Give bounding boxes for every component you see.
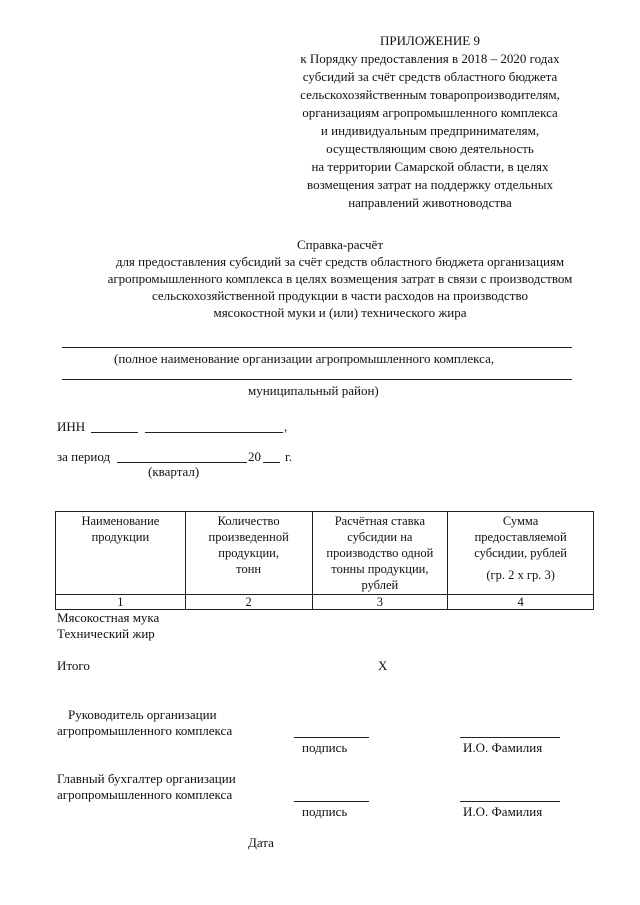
accountant-title-line2: агропромышленного комплекса xyxy=(57,787,233,802)
head-signature-line[interactable] xyxy=(294,737,369,738)
date-label: Дата xyxy=(248,835,274,850)
column-number: 3 xyxy=(312,595,448,610)
document-title-block xyxy=(40,236,640,321)
period-year-prefix: 20 xyxy=(248,449,261,464)
appendix-line: субсидий за счёт средств областного бюджета xyxy=(302,69,558,84)
table-header-row xyxy=(56,512,594,595)
head-title-line2: агропромышленного комплекса xyxy=(57,723,233,738)
inn-comma: , xyxy=(284,419,288,434)
period-quarter-field[interactable] xyxy=(117,462,247,463)
accountant-title-line1: Главный бухгалтер организации xyxy=(57,771,236,786)
period-year-suffix: г. xyxy=(285,449,293,464)
row-meat-bone-meal: Мясокостная мука xyxy=(57,610,160,625)
header-product-name: Наименование продукции xyxy=(56,512,186,595)
appendix-line: возмещения затрат на поддержку отдельных xyxy=(307,177,553,192)
appendix-heading: ПРИЛОЖЕНИЕ 9 xyxy=(380,33,480,48)
column-number: 4 xyxy=(448,595,594,610)
head-name-hint: И.О. Фамилия xyxy=(463,740,543,755)
head-signature-hint: подпись xyxy=(302,740,348,755)
appendix-line: на территории Самарской области, в целях xyxy=(311,159,549,174)
appendix-line: осуществляющим свою деятельность xyxy=(326,141,534,156)
period-year-field[interactable] xyxy=(263,462,280,463)
title-line: для предоставления субсидий за счёт средств областного бюджета организациям xyxy=(115,254,565,269)
period-quarter-hint: (квартал) xyxy=(148,464,200,479)
calculation-table xyxy=(55,511,594,610)
title-line: мясокостной муки и (или) технического жира xyxy=(213,305,467,320)
inn-field-part1[interactable] xyxy=(91,432,138,433)
appendix-block xyxy=(240,32,620,212)
column-number: 1 xyxy=(56,595,186,610)
inn-field-part2[interactable] xyxy=(145,432,283,433)
accountant-signature-line[interactable] xyxy=(294,801,369,802)
inn-label: ИНН xyxy=(57,419,86,434)
column-number: 2 xyxy=(185,595,312,610)
appendix-line: и индивидуальным предпринимателям, xyxy=(320,123,540,138)
appendix-line: направлений животноводства xyxy=(348,195,512,210)
total-label: Итого xyxy=(57,658,90,673)
header-subsidy-sum: Сумма предоставляемой субсидии, рублей (гр. 2 х гр. 3) xyxy=(448,512,594,595)
table-number-row xyxy=(56,595,594,610)
period-label: за период xyxy=(57,449,111,464)
appendix-line: организациям агропромышленного комплекса xyxy=(302,105,558,120)
org-district-line[interactable] xyxy=(62,379,572,380)
head-title-line1: Руководитель организации xyxy=(68,707,217,722)
accountant-name-hint: И.О. Фамилия xyxy=(463,804,543,819)
title-line: сельскохозяйственной продукции в части расходов на производство xyxy=(151,288,528,303)
org-name-hint: (полное наименование организации агропромышленного комплекса, xyxy=(114,351,495,366)
appendix-line: к Порядку предоставления в 2018 – 2020 годах xyxy=(300,51,560,66)
accountant-signature-hint: подпись xyxy=(302,804,348,819)
row-technical-fat: Технический жир xyxy=(57,626,155,641)
accountant-name-line[interactable] xyxy=(460,801,560,802)
org-district-hint: муниципальный район) xyxy=(248,383,379,398)
header-rate: Расчётная ставка субсидии на производство одной тонны продукции, рублей xyxy=(312,512,448,595)
title-line: агропромышленного комплекса в целях возмещения затрат в связи с производством xyxy=(107,271,573,286)
appendix-line: сельскохозяйственным товаропроизводителям, xyxy=(300,87,560,102)
header-quantity: Количество произведенной продукции, тонн xyxy=(185,512,312,595)
total-x-mark: Х xyxy=(378,658,388,673)
document-title: Справка-расчёт xyxy=(296,237,384,252)
org-name-line[interactable] xyxy=(62,347,572,348)
head-name-line[interactable] xyxy=(460,737,560,738)
